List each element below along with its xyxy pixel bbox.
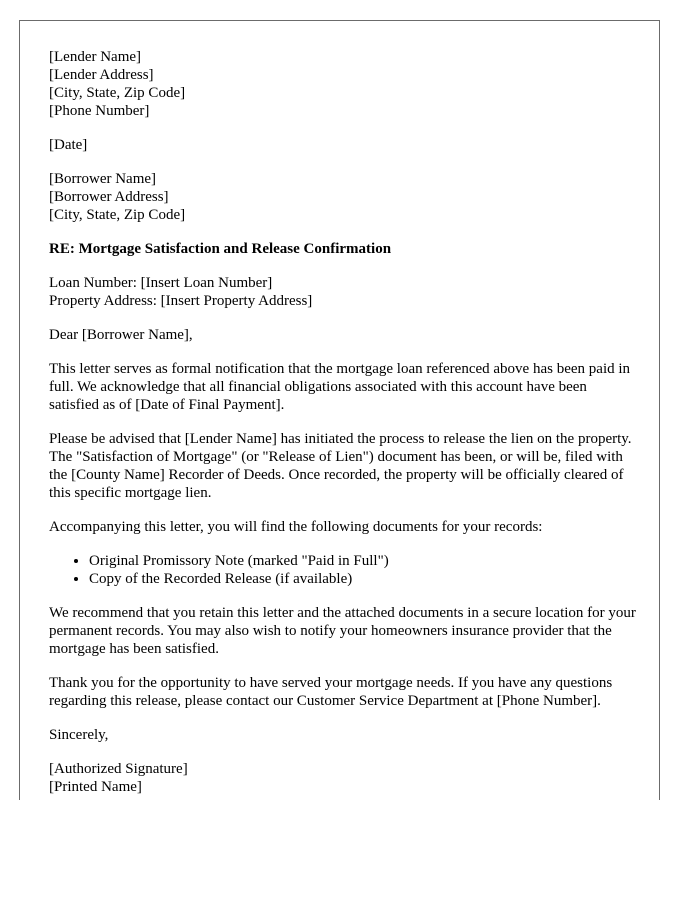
lender-address: [Lender Address]	[49, 67, 154, 83]
subject-line: RE: Mortgage Satisfaction and Release Confirmation	[49, 241, 392, 257]
documents-list	[49, 552, 639, 588]
paragraph-documents-intro: Accompanying this letter, you will find the following documents for your records:	[49, 519, 543, 535]
paragraph-thank-you: Thank you for the opportunity to have served your mortgage needs. If you have any questions regarding this release, please contact our Customer Service Department at [Phone Number].	[49, 675, 613, 709]
lender-city-state-zip: [City, State, Zip Code]	[49, 85, 186, 101]
sign-off: Sincerely,	[49, 727, 109, 743]
letter-page	[19, 20, 660, 800]
borrower-block	[49, 170, 639, 224]
borrower-address: [Borrower Address]	[49, 189, 169, 205]
list-item: • Copy of the Recorded Release (if available)	[89, 570, 639, 588]
lender-block	[49, 48, 639, 120]
paragraph-paid-in-full: This letter serves as formal notification that the mortgage loan referenced above has been paid in full. We acknowledge that all financial obligations associated with this account have been satisfied as of [Date of Final Payment].	[49, 361, 631, 413]
printed-name: [Printed Name]	[49, 779, 142, 795]
authorized-signature: [Authorized Signature]	[49, 761, 188, 777]
borrower-city-state-zip: [City, State, Zip Code]	[49, 207, 186, 223]
letter-date: [Date]	[49, 137, 88, 153]
paragraph-retain-records: We recommend that you retain this letter and the attached documents in a secure location for your permanent records. You may also wish to notify your homeowners insurance provider that the mortgage has been satisfied.	[49, 605, 636, 657]
loan-info-block	[49, 274, 639, 310]
lender-phone: [Phone Number]	[49, 103, 150, 119]
paragraph-lien-release: Please be advised that [Lender Name] has initiated the process to release the lien on the property. The "Satisfaction of Mortgage" (or "Release of Lien") document has been, or will be, filed with the [County Name] Recorder of Deeds. Once recorded, the property will be officially cleared of this specific mortgage lien.	[49, 431, 632, 501]
lender-name: [Lender Name]	[49, 49, 142, 65]
signature-block	[49, 760, 639, 796]
letter-content	[49, 48, 639, 800]
borrower-name: [Borrower Name]	[49, 171, 157, 187]
loan-number: Loan Number: [Insert Loan Number]	[49, 275, 273, 291]
list-item: • Original Promissory Note (marked "Paid in Full")	[89, 552, 639, 570]
date-block	[49, 136, 639, 154]
property-address: Property Address: [Insert Property Address]	[49, 293, 313, 309]
salutation: Dear [Borrower Name],	[49, 327, 193, 343]
